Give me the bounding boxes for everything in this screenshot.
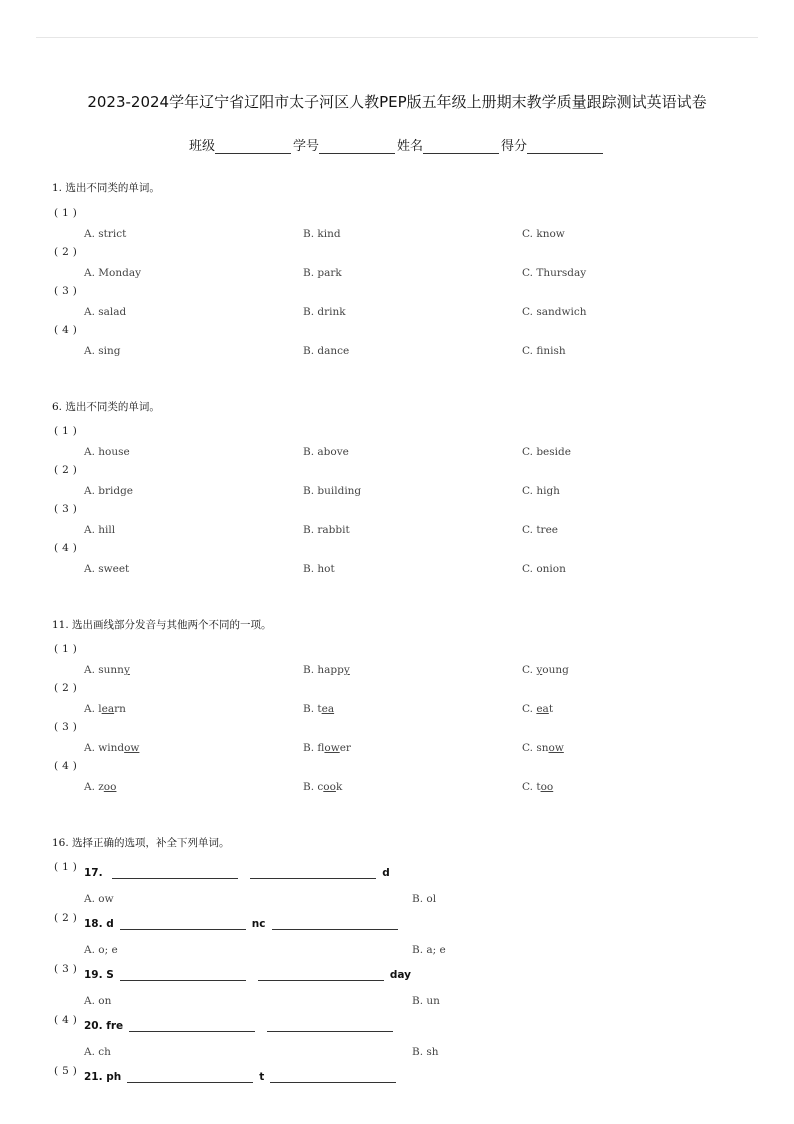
answer-blank[interactable]	[267, 1020, 393, 1032]
answer-blank[interactable]	[112, 867, 238, 879]
answer-blank[interactable]	[127, 1071, 253, 1083]
class-blank[interactable]	[215, 139, 291, 154]
score-blank[interactable]	[527, 139, 603, 154]
name-label: 姓名	[397, 139, 424, 154]
answer-blank[interactable]	[250, 867, 376, 879]
q6-sub-3-option-a[interactable]: A. hill	[84, 524, 116, 536]
q1-sub-4-option-b[interactable]: B. dance	[303, 345, 350, 357]
question-6-heading: 6. 选出不同类的单词。	[52, 401, 160, 413]
q11-sub-2-option-b[interactable]: B. tea	[303, 703, 335, 715]
q11-sub-2-option-c[interactable]: C. eat	[522, 703, 554, 715]
q11-sub-1-option-c[interactable]: C. young	[522, 664, 569, 676]
q6-sub-4-option-c[interactable]: C. onion	[522, 563, 566, 575]
q11-sub-4-option-c[interactable]: C. too	[522, 781, 554, 793]
q1-sub-4-option-a[interactable]: A. sing	[84, 345, 121, 357]
q16-sub-3-option-a[interactable]: A. on	[84, 995, 112, 1007]
q1-sub-4-option-c[interactable]: C. finish	[522, 345, 566, 357]
answer-blank[interactable]	[258, 969, 384, 981]
class-label: 班级	[188, 139, 215, 154]
q16-sub-2-option-a[interactable]: A. o; e	[84, 944, 118, 956]
q1-sub-3-number: (3)	[54, 285, 81, 297]
question-1-heading: 1. 选出不同类的单词。	[52, 182, 160, 194]
q16-sub-5-number: (5)	[54, 1065, 81, 1077]
q11-sub-1-option-b[interactable]: B. happy	[303, 664, 350, 676]
q1-sub-1-number: (1)	[54, 207, 81, 219]
q1-sub-3-option-c[interactable]: C. sandwich	[522, 306, 587, 318]
q16-sub-3-word-line: 19. S day	[84, 969, 411, 981]
q11-sub-3-number: (3)	[54, 721, 81, 733]
answer-blank[interactable]	[120, 918, 246, 930]
q11-sub-2-number: (2)	[54, 682, 81, 694]
q6-sub-4-option-a[interactable]: A. sweet	[84, 563, 130, 575]
q11-sub-1-option-a[interactable]: A. sunny	[84, 664, 130, 676]
answer-blank[interactable]	[129, 1020, 255, 1032]
q1-sub-1-option-b[interactable]: B. kind	[303, 228, 341, 240]
q1-sub-2-number: (2)	[54, 246, 81, 258]
header-divider	[36, 37, 758, 38]
q16-sub-5-word-line: 21. ph t	[84, 1071, 402, 1083]
q6-sub-1-option-a[interactable]: A. house	[84, 446, 130, 458]
q6-sub-1-number: (1)	[54, 425, 81, 437]
q11-sub-4-option-b[interactable]: B. cook	[303, 781, 343, 793]
q16-sub-4-option-b[interactable]: B. sh	[412, 1046, 439, 1058]
q1-sub-1-option-c[interactable]: C. know	[522, 228, 565, 240]
number-blank[interactable]	[319, 139, 395, 154]
q1-sub-2-option-b[interactable]: B. park	[303, 267, 342, 279]
q6-sub-2-option-b[interactable]: B. building	[303, 485, 362, 497]
answer-blank[interactable]	[270, 1071, 396, 1083]
q1-sub-2-option-a[interactable]: A. Monday	[84, 267, 142, 279]
q11-sub-2-option-a[interactable]: A. learn	[84, 703, 126, 715]
q16-sub-3-option-b[interactable]: B. un	[412, 995, 440, 1007]
q6-sub-4-number: (4)	[54, 542, 81, 554]
q1-sub-4-number: (4)	[54, 324, 81, 336]
q1-sub-2-option-c[interactable]: C. Thursday	[522, 267, 587, 279]
q16-sub-1-number: (1)	[54, 861, 81, 873]
q11-sub-1-number: (1)	[54, 643, 81, 655]
q6-sub-4-option-b[interactable]: B. hot	[303, 563, 335, 575]
q16-sub-4-option-a[interactable]: A. ch	[84, 1046, 111, 1058]
answer-blank[interactable]	[120, 969, 246, 981]
q16-sub-2-option-b[interactable]: B. a; e	[412, 944, 446, 956]
q11-sub-4-number: (4)	[54, 760, 81, 772]
question-16-heading: 16. 选择正确的选项，补全下列单词。	[52, 837, 230, 849]
q1-sub-1-option-a[interactable]: A. strict	[84, 228, 127, 240]
q6-sub-3-number: (3)	[54, 503, 81, 515]
q11-sub-3-option-b[interactable]: B. flower	[303, 742, 351, 754]
q6-sub-3-option-c[interactable]: C. tree	[522, 524, 559, 536]
q1-sub-3-option-b[interactable]: B. drink	[303, 306, 346, 318]
q16-sub-1-word-line: 17. d	[84, 867, 390, 879]
q16-sub-3-number: (3)	[54, 963, 81, 975]
q1-sub-3-option-a[interactable]: A. salad	[84, 306, 127, 318]
q16-sub-1-option-b[interactable]: B. ol	[412, 893, 437, 905]
q16-sub-1-option-a[interactable]: A. ow	[84, 893, 114, 905]
student-info-line	[0, 135, 794, 154]
q6-sub-2-option-c[interactable]: C. high	[522, 485, 560, 497]
q11-sub-3-option-c[interactable]: C. snow	[522, 742, 564, 754]
q16-sub-4-word-line: 20. fre	[84, 1020, 399, 1032]
q16-sub-2-word-line: 18. d nc	[84, 918, 404, 930]
question-11-heading: 11. 选出画线部分发音与其他两个不同的一项。	[52, 619, 272, 631]
q6-sub-2-option-a[interactable]: A. bridge	[84, 485, 134, 497]
q16-sub-2-number: (2)	[54, 912, 81, 924]
q6-sub-2-number: (2)	[54, 464, 81, 476]
q6-sub-3-option-b[interactable]: B. rabbit	[303, 524, 350, 536]
q11-sub-4-option-a[interactable]: A. zoo	[84, 781, 117, 793]
name-blank[interactable]	[423, 139, 499, 154]
answer-blank[interactable]	[272, 918, 398, 930]
q6-sub-1-option-c[interactable]: C. beside	[522, 446, 571, 458]
q6-sub-1-option-b[interactable]: B. above	[303, 446, 349, 458]
q11-sub-3-option-a[interactable]: A. window	[84, 742, 140, 754]
page-title: 2023-2024学年辽宁省辽阳市太子河区人教PEP版五年级上册期末教学质量跟踪测试英语试卷	[87, 93, 707, 111]
number-label: 学号	[292, 139, 319, 154]
score-label: 得分	[501, 139, 528, 154]
q16-sub-4-number: (4)	[54, 1014, 81, 1026]
